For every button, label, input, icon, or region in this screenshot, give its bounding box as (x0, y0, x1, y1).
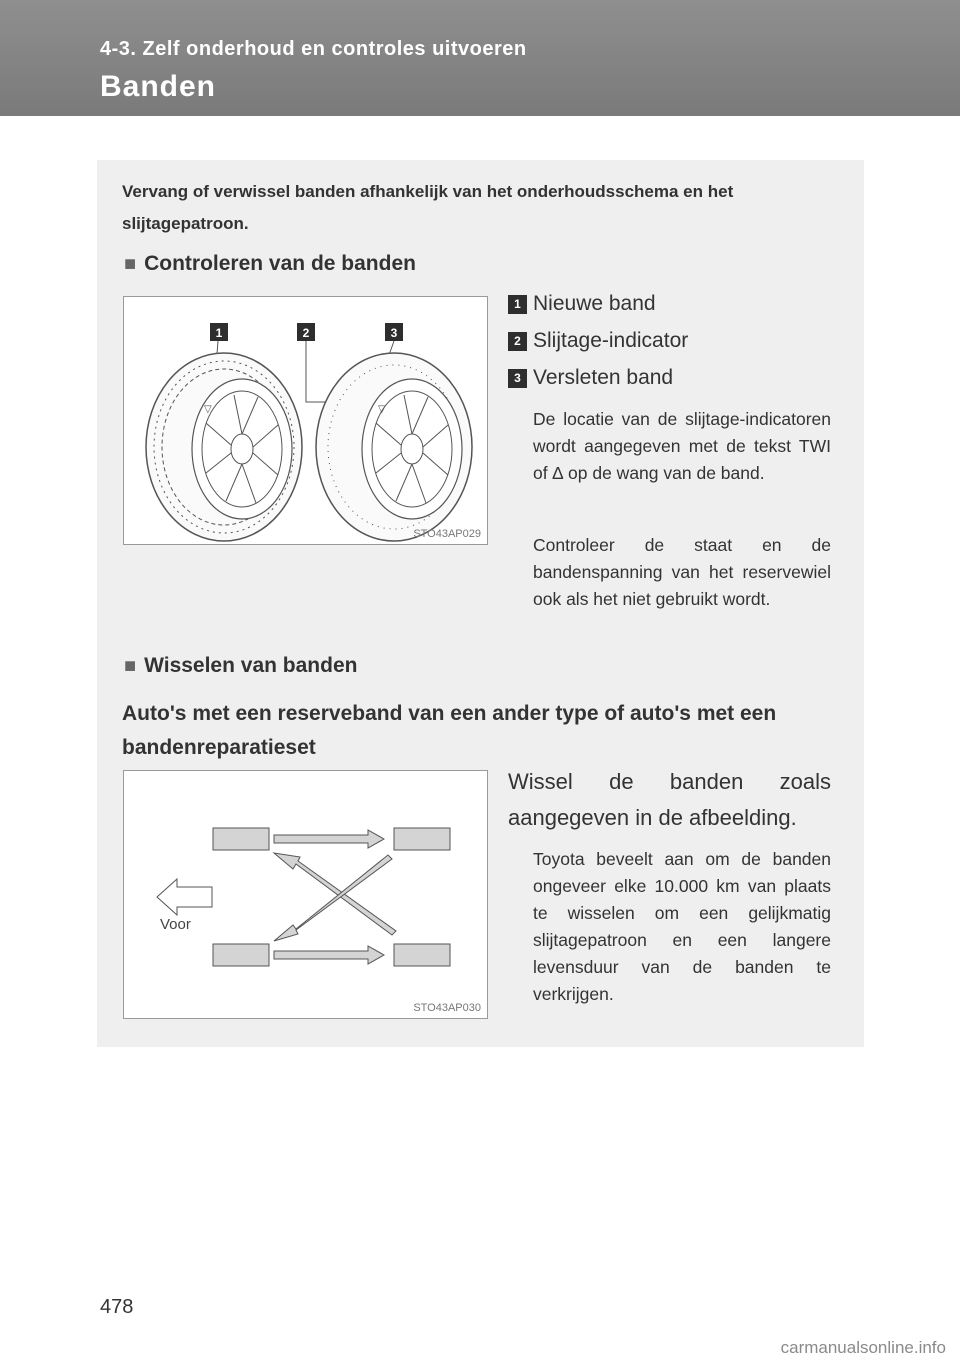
arrow-front-swap (274, 830, 384, 848)
badge-3-label: 3 (390, 326, 398, 340)
rotation-recommendation: Toyota beveelt aan om de banden ongeveer elke 10.000 km van plaats te wisselen om een gelijkmatig slijtagepatroon en een langere levensduur van de banden te verkrijgen. (533, 849, 831, 1004)
wear-indicator-note: De locatie van de slijtage-indicatoren wordt aangegeven met de tekst TWI of ∆ op de wang van de band. (533, 409, 831, 483)
watermark: carmanualsonline.info (780, 1338, 946, 1357)
square-bullet-icon: ■ (124, 655, 137, 677)
new-tire (146, 353, 302, 541)
front-label: Voor (160, 916, 191, 933)
number-badge: 2 (508, 332, 527, 351)
tire-rear-right (394, 944, 450, 966)
vehicle-condition-heading: Auto's met een reserveband van een ander type of auto's met een bandenreparatieset (122, 702, 777, 759)
page-header (0, 0, 960, 116)
svg-text:▽: ▽ (204, 404, 212, 415)
tire-illustration (124, 297, 487, 544)
number-badge: 3 (508, 369, 527, 388)
page-number: 478 (100, 1296, 134, 1318)
legend-item-wear-indicator: 2 Slijtage-indicator (508, 329, 688, 353)
spare-tire-note: Controleer de staat en de bandenspanning van het reservewiel ook als het niet gebruikt wordt. (533, 535, 831, 609)
front-direction-arrow (157, 879, 212, 915)
tire-rear-left (213, 944, 269, 966)
page-title: Banden (100, 70, 217, 103)
rotation-instruction: Wissel de banden zoals aangegeven in de afbeelding. (508, 769, 831, 830)
rotation-diagram (124, 771, 487, 1018)
figure-code: STO43AP029 (413, 528, 481, 540)
figure-code: STO43AP030 (413, 1002, 481, 1014)
tire-front-right (394, 828, 450, 850)
square-bullet-icon: ■ (124, 253, 137, 275)
tire-figure (123, 296, 488, 545)
arrow-rear-swap (274, 946, 384, 964)
number-badge: 1 (508, 295, 527, 314)
legend-item-worn-tire: 3 Versleten band (508, 366, 673, 390)
tire-front-left (213, 828, 269, 850)
badge-2-label: 2 (302, 326, 310, 340)
section-label: 4-3. Zelf onderhoud en controles uitvoeren (100, 38, 527, 60)
badge-1-label: 1 (215, 326, 223, 340)
rotation-figure (123, 770, 488, 1019)
svg-text:▽: ▽ (378, 404, 386, 415)
worn-tire (316, 353, 472, 541)
intro-text: Vervang of verwissel banden afhankelijk van het onderhoudsschema en het slijtagepatroon. (122, 182, 734, 233)
heading-check-tires: ■ Controleren van de banden (124, 252, 416, 275)
legend-item-new-tire: 1 Nieuwe band (508, 292, 656, 316)
heading-rotate-tires: ■ Wisselen van banden (124, 654, 358, 677)
